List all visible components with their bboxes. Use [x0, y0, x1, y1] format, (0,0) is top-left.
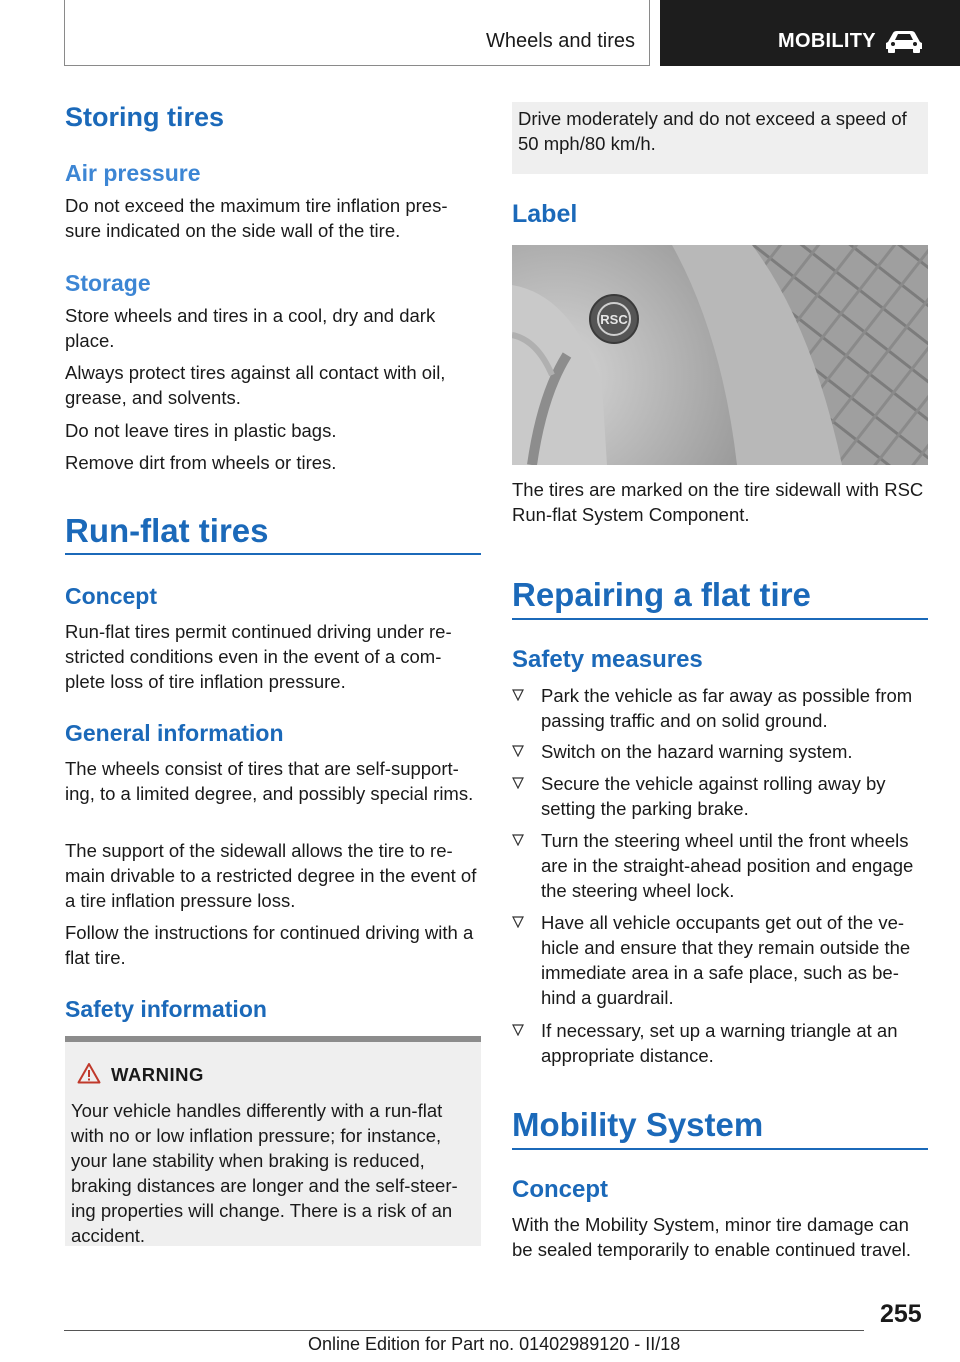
- footer-rule: [64, 1330, 864, 1331]
- page-number: 255: [880, 1300, 922, 1328]
- safety-information-heading: Safety information: [65, 996, 267, 1022]
- safety-measure-text: If necessary, set up a warning triangle at an appropriate distance.: [541, 1020, 898, 1066]
- general-paragraph-3: Follow the instructions for continued driving with a flat tire.: [65, 922, 474, 968]
- car-icon: [884, 28, 924, 54]
- header-chapter-box: [660, 0, 960, 66]
- general-information-heading: General information: [65, 720, 284, 746]
- safety-measures-heading: Safety measures: [512, 646, 703, 673]
- warning-text: Your vehicle handles differently with a run-flat with no or low inflation pressure; for instance, your lane stability when braking is reduced, braking distances are longer and the self-steer-ing properties will change. There is a risk of an accident.: [71, 1100, 458, 1246]
- mobility-system-heading: Mobility System: [512, 1106, 764, 1143]
- speed-note-box: [512, 102, 928, 174]
- safety-measure-text: Secure the vehicle against rolling away by setting the parking brake.: [541, 773, 886, 819]
- storage-paragraph-4: Remove dirt from wheels or tires.: [65, 452, 337, 473]
- air-pressure-heading: Air pressure: [65, 160, 201, 186]
- general-paragraph-1: The wheels consist of tires that are self-support-ing, to a limited degree, and possibly special rims.: [65, 758, 474, 804]
- storage-paragraph-2: Always protect tires against all contact with oil, grease, and solvents.: [65, 362, 446, 408]
- footer-edition: Online Edition for Part no. 01402989120 - II/18: [308, 1334, 681, 1354]
- heading-rule: [65, 553, 481, 555]
- storing-tires-heading: Storing tires: [65, 102, 225, 132]
- storage-heading: Storage: [65, 270, 151, 296]
- header-section-title: Wheels and tires: [486, 30, 635, 52]
- tire-label-figure: [512, 245, 928, 465]
- safety-measure-text: Have all vehicle occupants get out of the ve-hicle and ensure that they remain outside the immediate area in a safe place, such as be-hind a guardrail.: [541, 912, 911, 1008]
- triangle-bullet-icon: [512, 834, 524, 846]
- safety-measure-text: Park the vehicle as far away as possible from passing traffic and on solid ground.: [541, 685, 913, 731]
- air-pressure-text: Do not exceed the maximum tire inflation pres-sure indicated on the side wall of the tire.: [65, 195, 448, 241]
- general-paragraph-2: The support of the sidewall allows the tire to re-main drivable to a restricted degree in the event of a tire inflation pressure loss.: [65, 840, 477, 911]
- triangle-bullet-icon: [512, 1024, 524, 1036]
- warning-box: [65, 1036, 481, 1246]
- speed-note-text: Drive moderately and do not exceed a speed of 50 mph/80 km/h.: [518, 108, 907, 154]
- rsc-mark: RSC: [600, 312, 628, 327]
- storage-paragraph-1: Store wheels and tires in a cool, dry and dark place.: [65, 305, 436, 351]
- warning-label: WARNING: [111, 1064, 204, 1085]
- mobility-concept-text: With the Mobility System, minor tire damage can be sealed temporarily to enable continued travel.: [512, 1214, 912, 1260]
- safety-measure-text: Switch on the hazard warning system.: [541, 741, 853, 762]
- mobility-concept-heading: Concept: [512, 1176, 608, 1203]
- heading-rule: [512, 1148, 928, 1150]
- safety-measure-text: Turn the steering wheel until the front wheels are in the straight-ahead position and engage the steering wheel lock.: [541, 830, 914, 901]
- label-caption: The tires are marked on the tire sidewall with RSC Run-flat System Component.: [512, 479, 924, 525]
- run-flat-tires-heading: Run-flat tires: [65, 512, 269, 549]
- triangle-bullet-icon: [512, 745, 524, 757]
- triangle-bullet-icon: [512, 777, 524, 789]
- heading-rule: [512, 618, 928, 620]
- triangle-bullet-icon: [512, 689, 524, 701]
- label-heading: Label: [512, 200, 578, 228]
- warning-triangle-icon: [77, 1062, 101, 1084]
- header-chapter-title: MOBILITY: [778, 30, 876, 52]
- storage-paragraph-3: Do not leave tires in plastic bags.: [65, 420, 337, 441]
- concept-heading: Concept: [65, 583, 157, 609]
- repairing-flat-tire-heading: Repairing a flat tire: [512, 576, 811, 613]
- tire-illustration: [512, 245, 928, 465]
- concept-text: Run-flat tires permit continued driving under re-stricted conditions even in the event of a com-plete loss of tire inflation pressure.: [65, 621, 452, 692]
- header-section-box: [64, 0, 650, 66]
- triangle-bullet-icon: [512, 916, 524, 928]
